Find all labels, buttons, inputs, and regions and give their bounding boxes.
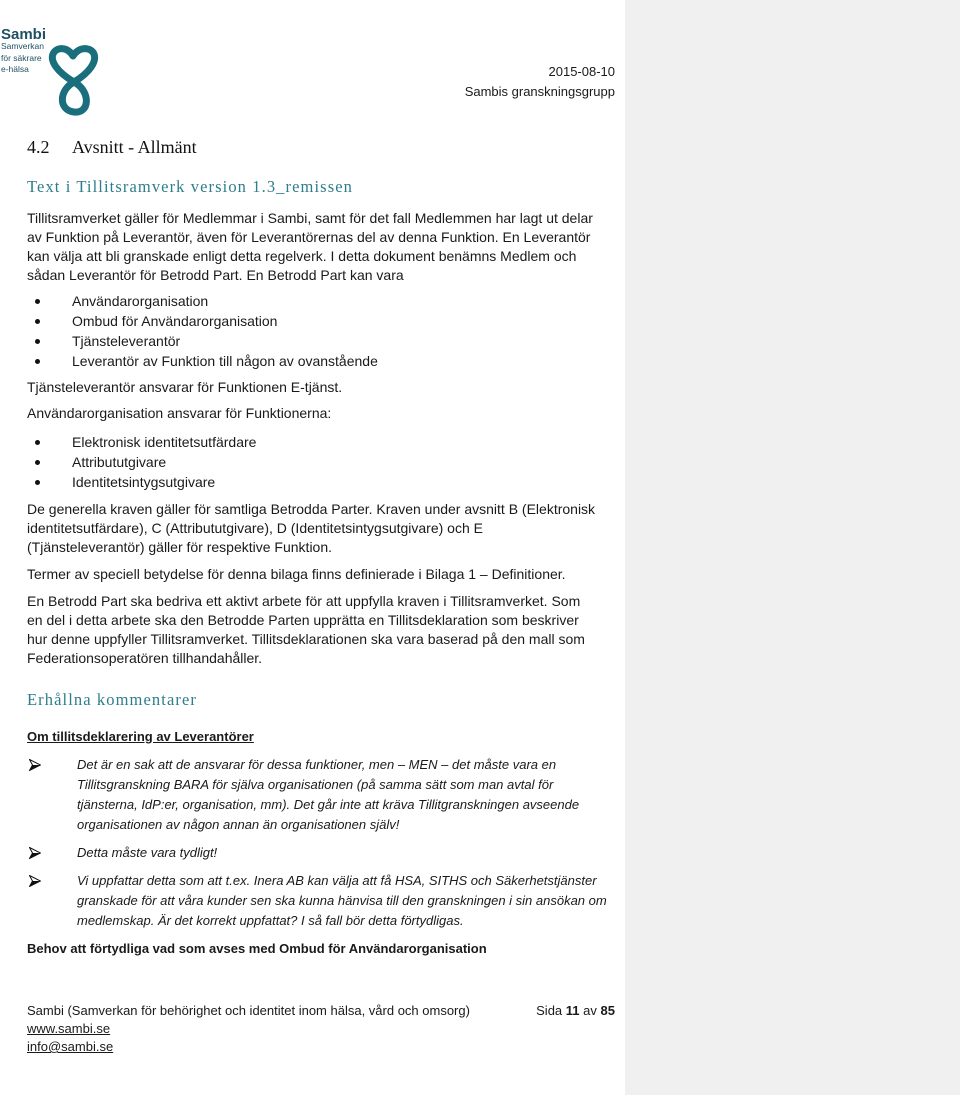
list-item	[0, 452, 600, 472]
sambi-logo-icon	[47, 44, 99, 116]
bullet-dot-icon	[35, 299, 40, 304]
requirements-paragraph	[27, 500, 595, 557]
bullet-dot-icon	[35, 319, 40, 324]
paragraph-line: hur denne uppfyller Tillitsramverket. Tillitsdeklarationen ska vara baserad på den mall som	[27, 630, 585, 647]
paragraph-line: identitetsutfärdare), C (Attribututgivare), D (Identitetsintygsutgivare) och E	[27, 519, 483, 536]
page-margin-panel	[625, 0, 960, 1095]
comment-topic-title: Om tillitsdeklarering av Leverantörer	[27, 728, 254, 744]
comments-heading: Erhållna kommentarer	[27, 690, 197, 709]
document-author: Sambis granskningsgrupp	[464, 83, 615, 99]
declaration-paragraph	[27, 592, 585, 668]
paragraph-line: Federationsoperatören tillhandahåller.	[27, 649, 263, 666]
list-item	[0, 432, 600, 452]
comment-line: Vi uppfattar detta som att t.ex. Inera AB kan välja att få HSA, SITHS och Säkerhetstjänster	[77, 873, 597, 888]
footer-organization: Sambi (Samverkan för behörighet och identitet inom hälsa, vård och omsorg)	[27, 1003, 470, 1018]
comment-line: tjänsterna, IdP:er, organisation, mm). Det går inte att kräva Tillitgranskningen avseende	[77, 797, 580, 812]
party-list	[0, 291, 600, 371]
arrowhead-bullet-icon	[29, 847, 41, 859]
website-link[interactable]: www.sambi.se	[27, 1021, 111, 1036]
comment-line: Tillitsgranskning BARA för själva organisationen (på samma sätt som man avtal för	[77, 777, 554, 792]
page-number	[536, 1002, 615, 1020]
paragraph-line: De generella kraven gäller för samtliga Betrodda Parter. Kraven under avsnitt B (Elektronisk	[27, 500, 596, 517]
comment-topic-title: Behov att förtydliga vad som avses med Ombud för Användarorganisation	[27, 940, 487, 956]
comment-line: Detta måste vara tydligt!	[77, 845, 218, 860]
email-link[interactable]: info@sambi.se	[27, 1039, 114, 1054]
section-number: 4.2	[27, 137, 50, 157]
footer-website-line	[27, 1020, 470, 1038]
logo-tagline-line: Samverkan	[1, 41, 44, 51]
comment-item	[0, 843, 620, 863]
header-meta	[465, 62, 615, 101]
function-list	[0, 432, 600, 492]
comment-line: Det är en sak att de ansvarar för dessa funktioner, men – MEN – det måste vara en	[77, 757, 557, 772]
section-title: Avsnitt - Allmänt	[72, 137, 197, 157]
comment-line: medlemskap. Är det korrekt uppfattat? I så fall bör detta förtydligas.	[77, 913, 464, 928]
user-organisation-sentence: Användarorganisation ansvarar för Funktionerna:	[27, 404, 332, 421]
comment-item	[0, 871, 620, 931]
paragraph-line: av Funktion på Leverantör, även för Leverantörernas del av denna Funktion. En Leverantör	[27, 228, 591, 245]
total-pages: 85	[600, 1003, 615, 1018]
bullet-dot-icon	[35, 480, 40, 485]
list-item-text: Tjänsteleverantör	[72, 333, 181, 349]
list-item-text: Elektronisk identitetsutfärdare	[72, 434, 257, 450]
logo-tagline	[1, 41, 44, 76]
page-footer	[27, 1002, 470, 1056]
bullet-dot-icon	[35, 440, 40, 445]
page-separator: av	[583, 1003, 597, 1018]
bullet-dot-icon	[35, 339, 40, 344]
arrowhead-bullet-icon	[29, 759, 41, 771]
intro-paragraph	[27, 209, 593, 285]
paragraph-line: kan välja att bli granskade enligt detta regelverk. I detta dokument benämns Medlem och	[27, 247, 577, 264]
list-item-text: Identitetsintygsutgivare	[72, 474, 216, 490]
service-provider-sentence: Tjänsteleverantör ansvarar för Funktionen E-tjänst.	[27, 378, 343, 395]
footer-email-line	[27, 1038, 470, 1056]
list-item-text: Leverantör av Funktion till någon av ovanstående	[72, 353, 378, 369]
document-date: 2015-08-10	[548, 64, 615, 79]
arrowhead-bullet-icon	[29, 875, 41, 887]
logo-tagline-line: för säkrare	[1, 52, 42, 63]
list-item	[0, 331, 600, 351]
list-item-text: Användarorganisation	[72, 293, 209, 309]
paragraph-line: (Tjänsteleverantör) gäller för respektive Funktion.	[27, 538, 333, 555]
paragraph-line: Tillitsramverket gäller för Medlemmar i Sambi, samt för det fall Medlemmen har lagt ut delar	[27, 209, 593, 226]
paragraph-line: sådan Leverantör för Betrodd Part. En Betrodd Part kan vara	[27, 266, 404, 283]
paragraph-line: En Betrodd Part ska bedriva ett aktivt arbete för att uppfylla kraven i Tillitsramverket. Som	[27, 592, 581, 609]
source-text-heading: Text i Tillitsramverk version 1.3_remissen	[27, 177, 353, 196]
list-item	[0, 311, 600, 331]
list-item	[0, 351, 600, 371]
terms-sentence: Termer av speciell betydelse för denna bilaga finns definierade i Bilaga 1 – Definitioner.	[27, 565, 566, 582]
current-page: 11	[565, 1003, 580, 1018]
list-item-text: Attribututgivare	[72, 454, 167, 470]
paragraph-line: en del i detta arbete ska den Betrodde Parten upprätta en Tillitsdeklaration som beskriver	[27, 611, 579, 628]
bullet-dot-icon	[35, 460, 40, 465]
list-item	[0, 291, 600, 311]
bullet-dot-icon	[35, 359, 40, 364]
comment-line: organisationen av någon annan än organisationen själv!	[77, 817, 400, 832]
logo-wordmark: Sambi	[1, 26, 47, 43]
comment-item	[0, 755, 620, 835]
comment-list	[0, 755, 620, 939]
list-item-text: Ombud för Användarorganisation	[72, 313, 278, 329]
page-label: Sida	[536, 1003, 563, 1018]
logo-tagline-line: e-hälsa	[1, 64, 29, 74]
comment-line: granskade för att våra kunder sen ska kunna hänvisa till den granskningen i sin ansökan om	[77, 893, 607, 908]
list-item	[0, 472, 600, 492]
